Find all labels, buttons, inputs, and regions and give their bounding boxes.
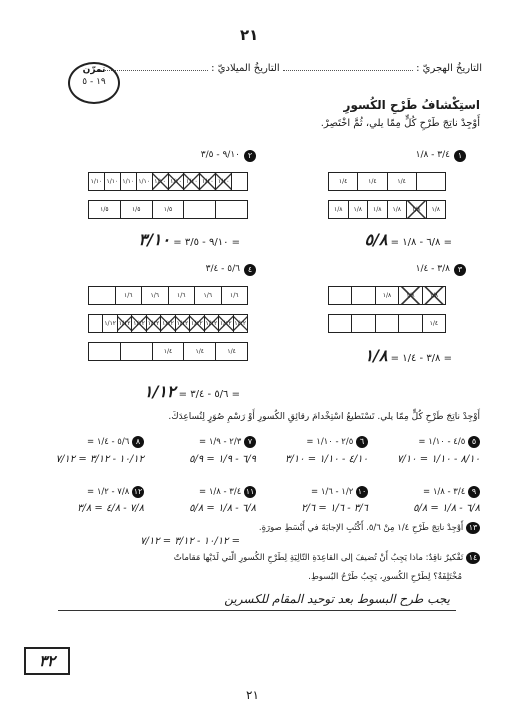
problem-expression: ٩/١٠ - ٣/٥ xyxy=(200,150,240,160)
problem-expression: ٣/٤ - ١/٨ xyxy=(415,150,450,160)
fraction-cell: ١/١٠ xyxy=(168,173,184,190)
result-expression: = ٩/١٠ - ٣/٥ = xyxy=(173,237,240,248)
fraction-cell: ١/١٢ xyxy=(146,315,160,332)
fraction-strip-quarters xyxy=(328,314,446,333)
fraction-cell: ١/١٢ xyxy=(204,315,218,332)
exercise-expression: ٥/٦ - ١/٤ = xyxy=(86,437,130,447)
problem-result xyxy=(90,230,240,249)
fraction-strip-tenths xyxy=(88,172,248,191)
exercise-item xyxy=(256,436,368,465)
fraction-strip-fifths xyxy=(88,200,248,219)
section-instruction: أَوْجِدْ ناتِجَ طَرْحِ كُلٍّ مِمّا يلي، ثُمَّ اخْتَصِرْ. xyxy=(320,118,480,129)
fraction-cell xyxy=(89,343,120,360)
exercise-expression: ١/٢ - ١/٦ = xyxy=(310,487,354,497)
exercise-number: ٨ xyxy=(132,436,144,448)
fraction-cell: ١/٨ xyxy=(398,287,421,304)
problem-number: ٣ xyxy=(454,264,466,276)
fraction-cell: ١/٤ xyxy=(357,173,386,190)
handwritten-answer: ١/١٢ xyxy=(143,382,176,401)
strip-group-1 xyxy=(328,172,446,219)
exercise-number: ٦ xyxy=(356,436,368,448)
exercise-number: ١١ xyxy=(245,487,255,496)
question-number: ١٤ xyxy=(466,552,480,564)
grade-stamp: ٣٢ xyxy=(24,647,70,675)
fraction-strip-quarters xyxy=(88,342,248,361)
fraction-cell: ١/٥ xyxy=(100,206,109,213)
fraction-cell: ١/١٢ xyxy=(102,315,116,332)
fraction-cell xyxy=(375,315,398,332)
problem-result xyxy=(90,382,240,401)
exercise-work: ٨/١٠ - ١/١٠ = ٧/١٠ xyxy=(397,454,480,465)
exercise-number: ١٢ xyxy=(133,487,143,496)
problem-result xyxy=(312,230,452,249)
fraction-cell xyxy=(120,343,152,360)
exercise-work: ٦/٩ - ١/٩ = ٥/٩ xyxy=(189,454,256,465)
exercise-item xyxy=(32,436,144,465)
fraction-cell: ١/٤ xyxy=(422,315,445,332)
fraction-cell: ١/١٢ xyxy=(218,315,232,332)
fraction-cell: ١/٨ xyxy=(422,287,445,304)
fraction-cell xyxy=(89,315,102,332)
problem-expression: ٣/٨ - ١/٤ xyxy=(415,264,450,274)
result-expression: = ٥/٦ - ٣/٤ = xyxy=(178,389,240,400)
fraction-cell: ١/٦ xyxy=(194,287,221,304)
fraction-cell: ١/١٠ xyxy=(152,173,168,190)
exercises-row-1 xyxy=(30,436,480,465)
handwritten-answer: ٥/٨ xyxy=(364,230,388,249)
exercise-work: ١٠/١٢ - ٣/١٢ = ٧/١٢ xyxy=(55,454,144,465)
exercise-item xyxy=(256,486,368,514)
fraction-cell: ١/١٠ xyxy=(90,178,103,185)
exercise-number: ١٠ xyxy=(357,487,367,496)
question-number: ١٣ xyxy=(466,522,480,534)
question-13-work: = ١٠/١٢ - ٣/١٢ = ٧/١٢ xyxy=(140,536,240,547)
fraction-cell: ١/١٠ xyxy=(104,173,120,190)
fraction-cell xyxy=(215,201,247,218)
fraction-cell xyxy=(398,315,421,332)
question-14-answer[interactable]: يجب طرح البسوط بعد توحيد المقام للكسرين xyxy=(224,592,450,606)
question-13 xyxy=(259,522,480,534)
fraction-cell: ١/١٠ xyxy=(215,173,231,190)
fraction-cell: ١/١٢ xyxy=(233,315,247,332)
fraction-cell: ١/٦ xyxy=(115,287,142,304)
fraction-cell: ١/١٢ xyxy=(131,315,145,332)
exercise-expression: ٢/٣ - ١/٩ = xyxy=(198,437,242,447)
fraction-strip-eighths xyxy=(328,286,446,305)
fraction-cell: ١/٤ xyxy=(387,173,416,190)
problem-number: ٢ xyxy=(244,150,256,162)
strip-group-3 xyxy=(328,286,446,333)
fraction-cell xyxy=(183,201,215,218)
fraction-cell: ١/٤ xyxy=(152,343,184,360)
exercise-item xyxy=(144,486,256,514)
exercise-expression: ٢/٥ - ١/١٠ = xyxy=(306,437,354,447)
problem-number: ١ xyxy=(454,150,466,162)
gregorian-date-label: التاريخُ الميلاديّ : xyxy=(211,63,280,74)
fraction-strip-eighths xyxy=(328,200,446,219)
exercise-expression: ٣/٤ - ١/٨ = xyxy=(422,487,466,497)
exercise-work: ٣/٦ - ١/٦ = ٢/٦ xyxy=(301,503,368,514)
exercise-work: ٦/٨ - ١/٨ = ٥/٨ xyxy=(413,503,480,514)
fraction-cell: ١/١٠ xyxy=(120,173,136,190)
fraction-cell xyxy=(231,173,247,190)
fraction-cell xyxy=(329,315,351,332)
result-expression: = ٦/٨ - ١/٨ = xyxy=(390,237,452,248)
fraction-cell: ١/٨ xyxy=(334,206,343,213)
fraction-cell: ١/١٢ xyxy=(175,315,189,332)
exercise-expression: ٣/٤ - ١/٨ = xyxy=(198,487,242,497)
exercise-number: ٥ xyxy=(468,436,480,448)
section-title: استِكْشافُ طَرْحِ الكُسورِ xyxy=(343,98,480,112)
exercise-expression: ٤/٥ - ١/١٠ = xyxy=(418,437,466,447)
problem-result xyxy=(312,346,452,365)
fraction-cell: ١/١٢ xyxy=(117,315,131,332)
exercise-work: ٦/٨ - ١/٨ = ٥/٨ xyxy=(189,503,256,514)
question-text: تَفْكيرٌ ناقِدٌ: ماذا يَجِبُ أَنْ تُضيفَ إلى القاعِدَةِ التّالِيَةِ لِطَرْحِ الكُسورِ الّتي لَدَيْها مَقاماتٌ xyxy=(173,553,464,563)
fraction-cell: ١/٥ xyxy=(120,201,152,218)
fraction-cell: ١/٨ xyxy=(426,201,446,218)
exercises-row-2 xyxy=(30,486,480,514)
badge-label: تمرّن xyxy=(82,65,106,75)
fraction-cell xyxy=(351,287,374,304)
fraction-cell: ١/٤ xyxy=(215,343,247,360)
exercise-item xyxy=(32,486,144,514)
fraction-cell: ١/١٠ xyxy=(199,173,215,190)
fraction-cell: ١/٥ xyxy=(152,201,184,218)
fraction-cell: ١/٤ xyxy=(338,178,348,185)
date-header xyxy=(62,60,482,74)
fraction-cell: ١/٨ xyxy=(367,201,387,218)
exercise-item xyxy=(144,436,256,465)
page-number-top: ٢١ xyxy=(240,26,259,44)
fraction-cell xyxy=(329,287,351,304)
fraction-cell: ١/١٢ xyxy=(189,315,203,332)
strip-group-2 xyxy=(88,172,248,219)
fraction-cell: ١/٦ xyxy=(168,287,195,304)
badge-ref: ١٩ - ٥ xyxy=(82,77,106,87)
fraction-cell: ١/٦ xyxy=(221,287,248,304)
page-number-bottom: ٢١ xyxy=(246,688,259,702)
fraction-cell: ١/٦ xyxy=(141,287,168,304)
fraction-strip-sixths xyxy=(88,286,248,305)
exercise-badge xyxy=(68,62,120,104)
answer-line xyxy=(58,610,456,611)
fraction-strip-quarters xyxy=(328,172,446,191)
handwritten-answer: ٣/١٠ xyxy=(138,230,171,249)
question-14-line1 xyxy=(174,552,480,564)
fraction-cell: ١/١٠ xyxy=(136,173,152,190)
question-text: أَوْجِدْ ناتِجَ طَرْحِ ١/٤ مِنْ ٥/٦. أَكْتُبِ الإجابَةَ في أَبْسَطِ صورَةٍ. xyxy=(258,523,464,533)
fraction-cell: ١/٤ xyxy=(183,343,215,360)
handwritten-answer: ١/٨ xyxy=(364,346,388,365)
exercise-expression: ٧/٨ - ١/٢ = xyxy=(86,487,130,497)
hijri-date-label: التاريخُ الهجريّ : xyxy=(416,63,482,74)
question-14-line2: مُخْتَلِفَةٌ؟ لِطَرْحِ الكُسورِ، يَجِبُ طَرْحُ البُسوطِ. xyxy=(308,572,462,582)
fraction-cell: ١/٨ xyxy=(387,201,407,218)
strip-group-4 xyxy=(88,286,248,361)
hijri-date-field[interactable] xyxy=(283,60,413,71)
fraction-cell: ١/٨ xyxy=(375,287,398,304)
fraction-cell: ١/١٢ xyxy=(160,315,174,332)
fraction-strip-twelfths xyxy=(88,314,248,333)
fraction-cell: ١/١٠ xyxy=(183,173,199,190)
exercise-item xyxy=(368,436,480,465)
fraction-cell: ١/٨ xyxy=(348,201,368,218)
exercise-number: ٩ xyxy=(468,486,480,498)
exercise-work: ٤/١٠ - ١/١٠ = ٣/١٠ xyxy=(285,454,368,465)
fraction-cell: ١/٨ xyxy=(406,201,426,218)
exercise-item xyxy=(368,486,480,514)
exercise-work: ٧/٨ - ٤/٨ = ٣/٨ xyxy=(77,503,144,514)
section2-instruction: أَوْجِدْ ناتِجَ طَرْحِ كُلٍّ مِمّا يلي. تَسْتَطيعُ اسْتِخْدامَ رقائِقِ الكُسورِ أَوْ رَسْمِ صُوَرٍ لِتُساعِدَكَ. xyxy=(168,412,480,422)
fraction-cell xyxy=(416,173,445,190)
exercise-number: ٧ xyxy=(244,436,256,448)
fraction-cell xyxy=(89,287,115,304)
fraction-cell xyxy=(351,315,374,332)
problem-expression: ٥/٦ - ٣/٤ xyxy=(205,264,240,274)
problem-number: ٤ xyxy=(244,264,256,276)
result-expression: = ٣/٨ - ١/٤ = xyxy=(390,353,452,364)
